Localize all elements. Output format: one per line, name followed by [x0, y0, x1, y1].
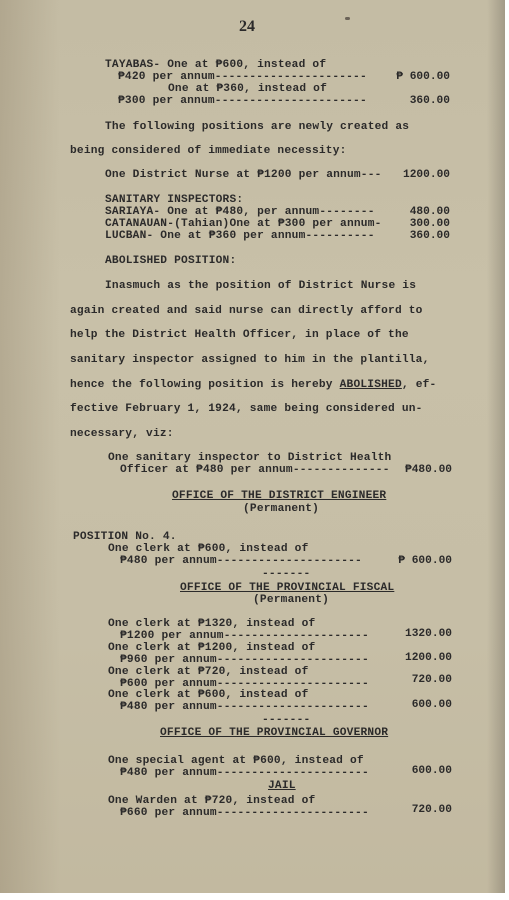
fiscal-clerk-line-1: One clerk at ₱1320, instead of — [108, 618, 316, 630]
provincial-fiscal-title: OFFICE OF THE PROVINCIAL FISCAL — [180, 582, 395, 594]
tayabas-line-1: TAYABAS- One at ₱600, instead of — [105, 59, 327, 71]
provincial-fiscal-subtitle: (Permanent) — [253, 594, 330, 606]
separator-dashes: ------- — [262, 714, 311, 726]
engineer-clerk-line-1: One clerk at ₱600, instead of — [108, 543, 309, 555]
intro-line-2: being considered of immediate necessity: — [70, 145, 347, 157]
tayabas-amount-1: ₱ 600.00 — [396, 71, 450, 83]
district-engineer-title: OFFICE OF THE DISTRICT ENGINEER — [172, 490, 387, 502]
tayabas-line-3: One at ₱360, instead of — [168, 83, 328, 95]
sanitary-row: LUCBAN- One at ₱360 per annum---------- — [105, 230, 375, 242]
tayabas-line-2: ₱420 per annum---------------------- — [118, 71, 367, 83]
jail-warden-amount: 720.00 — [411, 804, 452, 816]
sanitary-amount: 480.00 — [409, 206, 450, 218]
abolished-para-text: hence the following position is hereby — [70, 379, 340, 391]
district-nurse-amount: 1200.00 — [403, 169, 450, 181]
district-nurse-line: One District Nurse at ₱1200 per annum--- — [105, 169, 382, 181]
fiscal-clerk-amount: 1320.00 — [405, 628, 452, 640]
sanitary-row: CATANAUAN-(Tahian)One at ₱300 per annum- — [105, 218, 382, 230]
abolished-item-line-1: One sanitary inspector to District Health — [108, 452, 392, 464]
fiscal-clerk-line-1: One clerk at ₱1200, instead of — [108, 642, 316, 654]
tayabas-amount-2: 360.00 — [409, 95, 450, 107]
sanitary-heading: SANITARY INSPECTORS: — [105, 194, 244, 206]
abolished-para-line: help the District Health Officer, in place of the — [70, 329, 409, 341]
governor-agent-line-2: ₱480 per annum---------------------- — [120, 767, 369, 779]
fiscal-clerk-line-2: ₱480 per annum---------------------- — [120, 701, 369, 713]
abolished-para-tail: , ef- — [401, 379, 437, 391]
governor-agent-amount: 600.00 — [411, 765, 452, 777]
fiscal-clerk-line-2: ₱600 per annum---------------------- — [120, 678, 369, 690]
abolished-item-line-2: Officer at ₱480 per annum-------------- — [120, 464, 390, 476]
ink-speck — [345, 17, 350, 20]
engineer-clerk-amount: ₱ 600.00 — [398, 555, 452, 567]
abolished-para-line: fective February 1, 1924, same being considered un- — [70, 403, 423, 415]
sanitary-amount: 300.00 — [409, 218, 450, 230]
abolished-para-line — [70, 379, 436, 391]
jail-warden-line-1: One Warden at ₱720, instead of — [108, 795, 316, 807]
engineer-clerk-line-2: ₱480 per annum--------------------- — [120, 555, 362, 567]
page-number: 24 — [239, 18, 255, 35]
sanitary-amount: 360.00 — [409, 230, 450, 242]
abolished-word: ABOLISHED — [339, 379, 402, 391]
governor-agent-line-1: One special agent at ₱600, instead of — [108, 755, 364, 767]
fiscal-clerk-amount: 720.00 — [411, 674, 452, 686]
separator-dashes: ------- — [262, 568, 311, 580]
fiscal-clerk-line-2: ₱960 per annum---------------------- — [120, 654, 369, 666]
tayabas-line-4: ₱300 per annum---------------------- — [118, 95, 367, 107]
provincial-governor-title: OFFICE OF THE PROVINCIAL GOVERNOR — [160, 727, 389, 739]
district-engineer-subtitle: (Permanent) — [243, 503, 320, 515]
jail-title: JAIL — [268, 780, 296, 792]
abolished-para-line: sanitary inspector assigned to him in the plantilla, — [70, 354, 430, 366]
abolished-item-amount: ₱480.00 — [405, 464, 452, 476]
abolished-heading: ABOLISHED POSITION: — [105, 255, 237, 267]
fiscal-clerk-amount: 1200.00 — [405, 652, 452, 664]
intro-line-1: The following positions are newly created as — [105, 121, 410, 133]
fiscal-clerk-line-1: One clerk at ₱600, instead of — [108, 689, 309, 701]
abolished-para-line: Inasmuch as the position of District Nurse is — [105, 280, 417, 292]
jail-warden-line-2: ₱660 per annum---------------------- — [120, 807, 369, 819]
sanitary-row: SARIAYA- One at ₱480, per annum-------- — [105, 206, 375, 218]
fiscal-clerk-line-2: ₱1200 per annum--------------------- — [120, 630, 369, 642]
abolished-para-line: necessary, viz: — [70, 428, 174, 440]
fiscal-clerk-amount: 600.00 — [411, 699, 452, 711]
fiscal-clerk-line-1: One clerk at ₱720, instead of — [108, 666, 309, 678]
position-number: POSITION No. 4. — [73, 531, 177, 543]
abolished-para-line: again created and said nurse can directly afford to — [70, 305, 423, 317]
